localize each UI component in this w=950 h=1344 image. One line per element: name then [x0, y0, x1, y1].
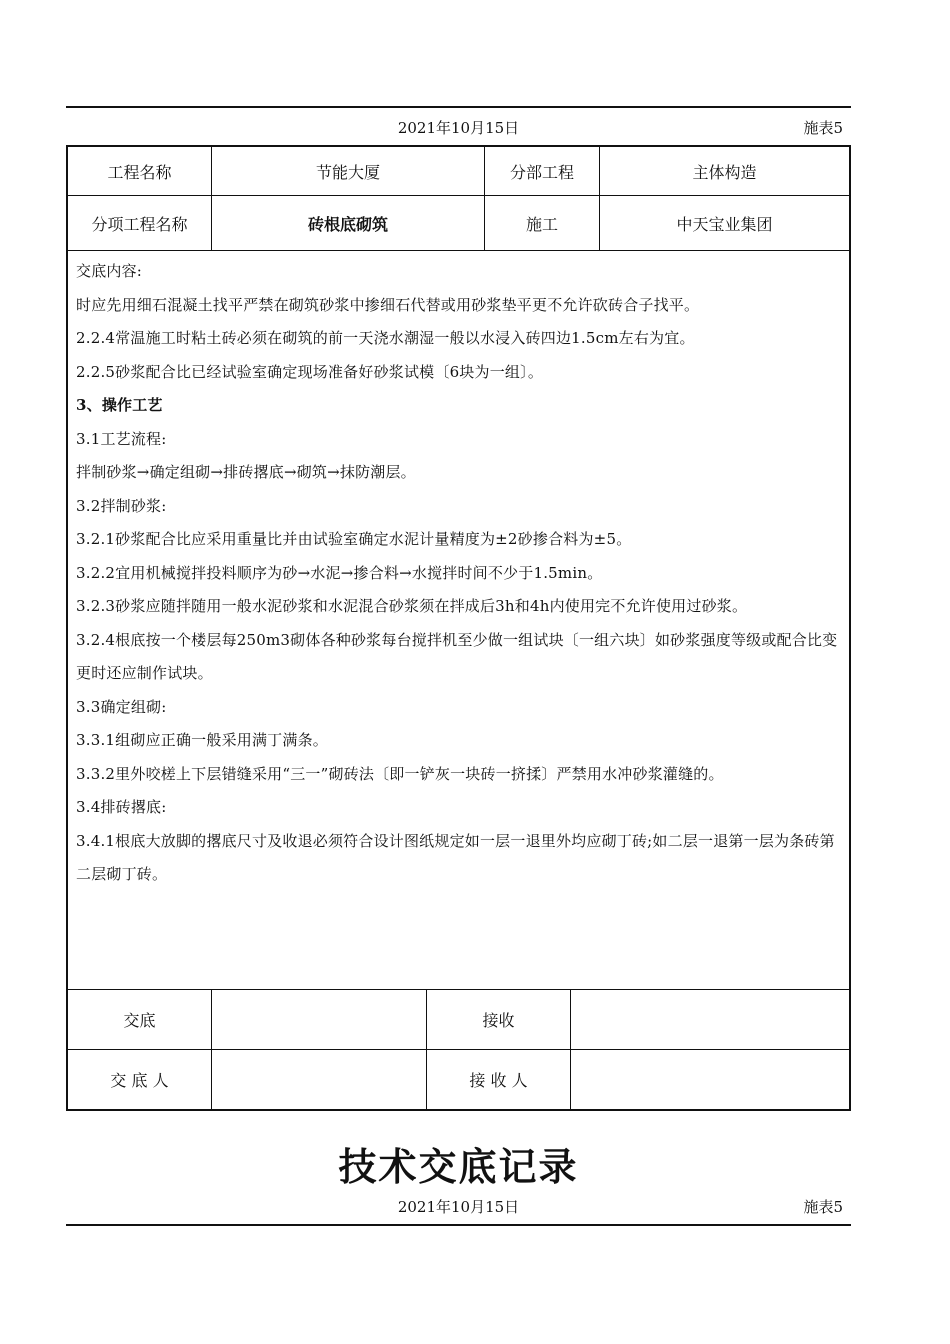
briefing-content: [76, 255, 846, 892]
receive-label: 接收: [482, 1011, 515, 1030]
content-line: 3.2拌制砂浆:: [76, 496, 167, 515]
project-name-label: 工程名称: [107, 162, 172, 182]
content-line: 2.2.4常温施工时粘土砖必须在砌筑的前一天浇水潮湿一般以水浸入砖四边1.5cm左右为宜。: [76, 329, 695, 347]
record-table: [66, 145, 851, 1111]
content-line: 3.2.4根底按一个楼层每250m3砌体各种砂浆每台搅拌机至少做一组试块〔一组六块〕如砂浆强度等级或配合比变更时还应制作试块。: [76, 630, 838, 682]
date-row-top: [66, 117, 851, 139]
content-line: 3.3.1组砌应正确一般采用满丁满条。: [76, 731, 328, 749]
receive-signature: [571, 990, 849, 1049]
handover-person-label: 交 底 人: [110, 1071, 169, 1090]
handover-person-value: [212, 1050, 426, 1109]
subitem-label: 分项工程名称: [91, 214, 188, 234]
form-number: 施表5: [803, 119, 843, 137]
date-row-bottom: [66, 1196, 851, 1218]
content-line: 3.2.1砂浆配合比应采用重量比并由试验室确定水泥计量精度为±2砂掺合料为±5。: [76, 530, 632, 548]
top-rule: [66, 106, 851, 108]
division-label: 分部工程: [509, 162, 574, 182]
subitem-value: 砖根底砌筑: [307, 214, 388, 234]
document-title: 技术交底记录: [338, 1145, 579, 1189]
content-line: 3.4排砖撂底:: [76, 798, 167, 816]
project-name-value: 节能大厦: [315, 162, 380, 182]
content-line: 拌制砂浆→确定组砌→排砖撂底→砌筑→抹防潮层。: [76, 463, 416, 481]
handover-signature: [212, 990, 426, 1049]
content-line: 3.3确定组砌:: [76, 697, 167, 716]
receive-person-label: 接 收 人: [469, 1071, 528, 1090]
construction-value: 中天宝业集团: [676, 214, 773, 234]
receive-person-value: [571, 1050, 849, 1109]
construction-label: 施工: [525, 214, 558, 234]
content-line: 3.4.1根底大放脚的撂底尺寸及收退必须符合设计图纸规定如一层一退里外均应砌丁砖;如二层一退第一层为条砖第二层砌丁砖。: [76, 831, 835, 883]
content-line: 2.2.5砂浆配合比已经试验室确定现场准备好砂浆试模〔6块为一组〕。: [76, 362, 544, 381]
division-value: 主体构造: [692, 162, 757, 182]
content-line: 时应先用细石混凝土找平严禁在砌筑砂浆中掺细石代替或用砂浆垫平更不允许砍砖合子找平。: [76, 295, 700, 314]
bottom-rule: [66, 1224, 851, 1226]
handover-label: 交底: [123, 1011, 156, 1030]
content-line: 3.1工艺流程:: [76, 429, 167, 448]
date-text: 2021年10月15日: [397, 119, 520, 137]
form-number: 施表5: [803, 1198, 843, 1216]
content-line: 3.2.3砂浆应随拌随用一般水泥砂浆和水泥混合砂浆须在拌成后3h和4h内使用完不允许使用过砂浆。: [76, 597, 748, 615]
date-text: 2021年10月15日: [397, 1198, 520, 1216]
section-heading: 3、操作工艺: [76, 396, 163, 414]
content-line: 3.2.2宜用机械搅拌投料顺序为砂→水泥→掺合料→水搅拌时间不少于1.5min。: [76, 563, 603, 582]
content-line: 3.3.2里外咬槎上下层错缝采用“三一”砌砖法〔即一铲灰一块砖一挤揉〕严禁用水冲砂浆灌缝的。: [76, 764, 724, 783]
content-label: 交底内容:: [76, 262, 143, 280]
